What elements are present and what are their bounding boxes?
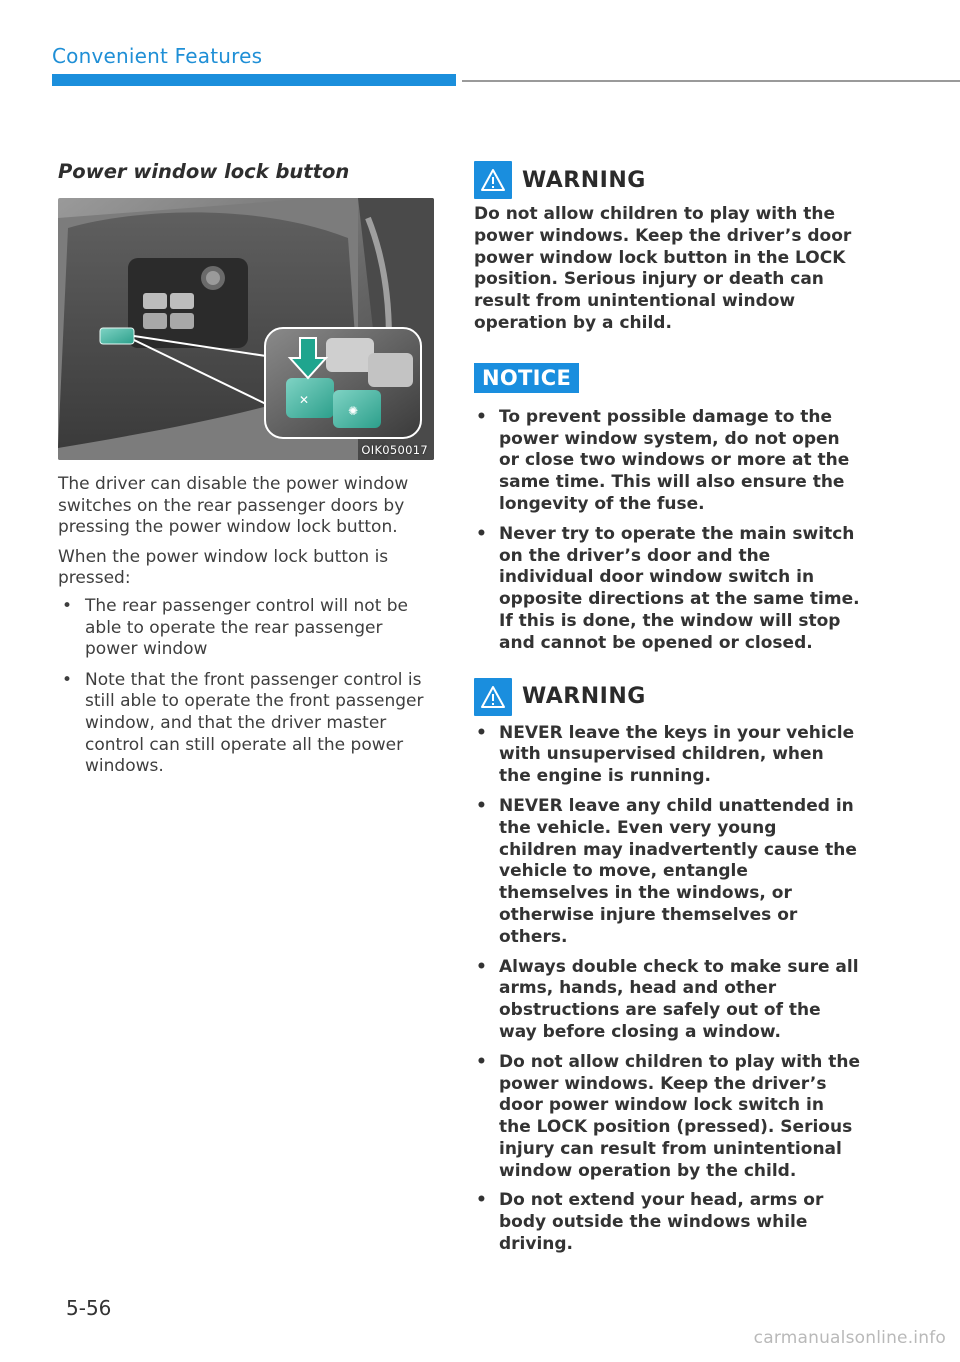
page-number: 5-56 [66,1296,112,1320]
right-column [474,160,860,1264]
list-item: • The rear passenger control will not be able to operate the rear passenger power window [58,596,436,661]
figure-code: OIK050017 [361,443,428,457]
header-rule [462,80,960,82]
bullet-list [58,596,436,778]
list-item: • Never try to operate the main switch on the driver’s door and the individual door window switch in opposite directions at the same time. If this is done, the window will stop and cannot be opened or closed. [474,524,860,655]
warning-icon [474,678,512,716]
warning-text: Do not allow children to play with the power windows. Keep the driver’s door power window lock button in the LOCK position. Serious injury or death can result from unintentional window operation by a child. [474,204,852,333]
warning-header [474,677,860,717]
body-paragraph: The driver can disable the power window switches on the rear passenger doors by pressing the power window lock button. [58,474,409,538]
svg-text:✺: ✺ [348,404,359,418]
header-accent-bar [52,74,456,86]
warning-header [474,160,860,200]
notice-list [474,407,860,655]
warning-label: WARNING [522,167,646,193]
section-title: Convenient Features [52,44,263,68]
watermark[interactable]: carmanualsonline.info [753,1328,946,1348]
notice-label: NOTICE [474,363,579,393]
door-switch-illustration [58,198,434,460]
left-column [58,160,436,787]
list-item: • Always double check to make sure all arms, hands, head and other obstructions are safely out of the way before closing a window. [474,957,860,1044]
warning-list [474,723,860,1256]
heading-power-window-lock: Power window lock button [58,160,350,183]
list-item: • To prevent possible damage to the power window system, do not open or close two windows or more at the same time. This will also ensure the longevity of the fuse. [474,407,860,516]
body-paragraph: When the power window lock button is pressed: [58,546,389,589]
list-item: • Do not extend your head, arms or body outside the windows while driving. [474,1190,860,1255]
list-item: • NEVER leave the keys in your vehicle with unsupervised children, when the engine is running. [474,723,860,788]
list-item: • NEVER leave any child unattended in the vehicle. Even very young children may inadvertently cause the vehicle to move, entangle themselves in the windows, or otherwise injure themselves or others. [474,796,860,949]
list-item: • Note that the front passenger control is still able to operate the front passenger window, and that the driver master control can still operate all the power windows. [58,670,436,778]
list-item: • Do not allow children to play with the power windows. Keep the driver’s door power window lock switch in the LOCK position (pressed). Serious injury can result from unintentional window operation by the child. [474,1052,860,1183]
door-switch-photo [58,198,434,460]
warning-label: WARNING [522,684,646,710]
svg-text:✕: ✕ [299,393,310,407]
warning-icon [474,161,512,199]
